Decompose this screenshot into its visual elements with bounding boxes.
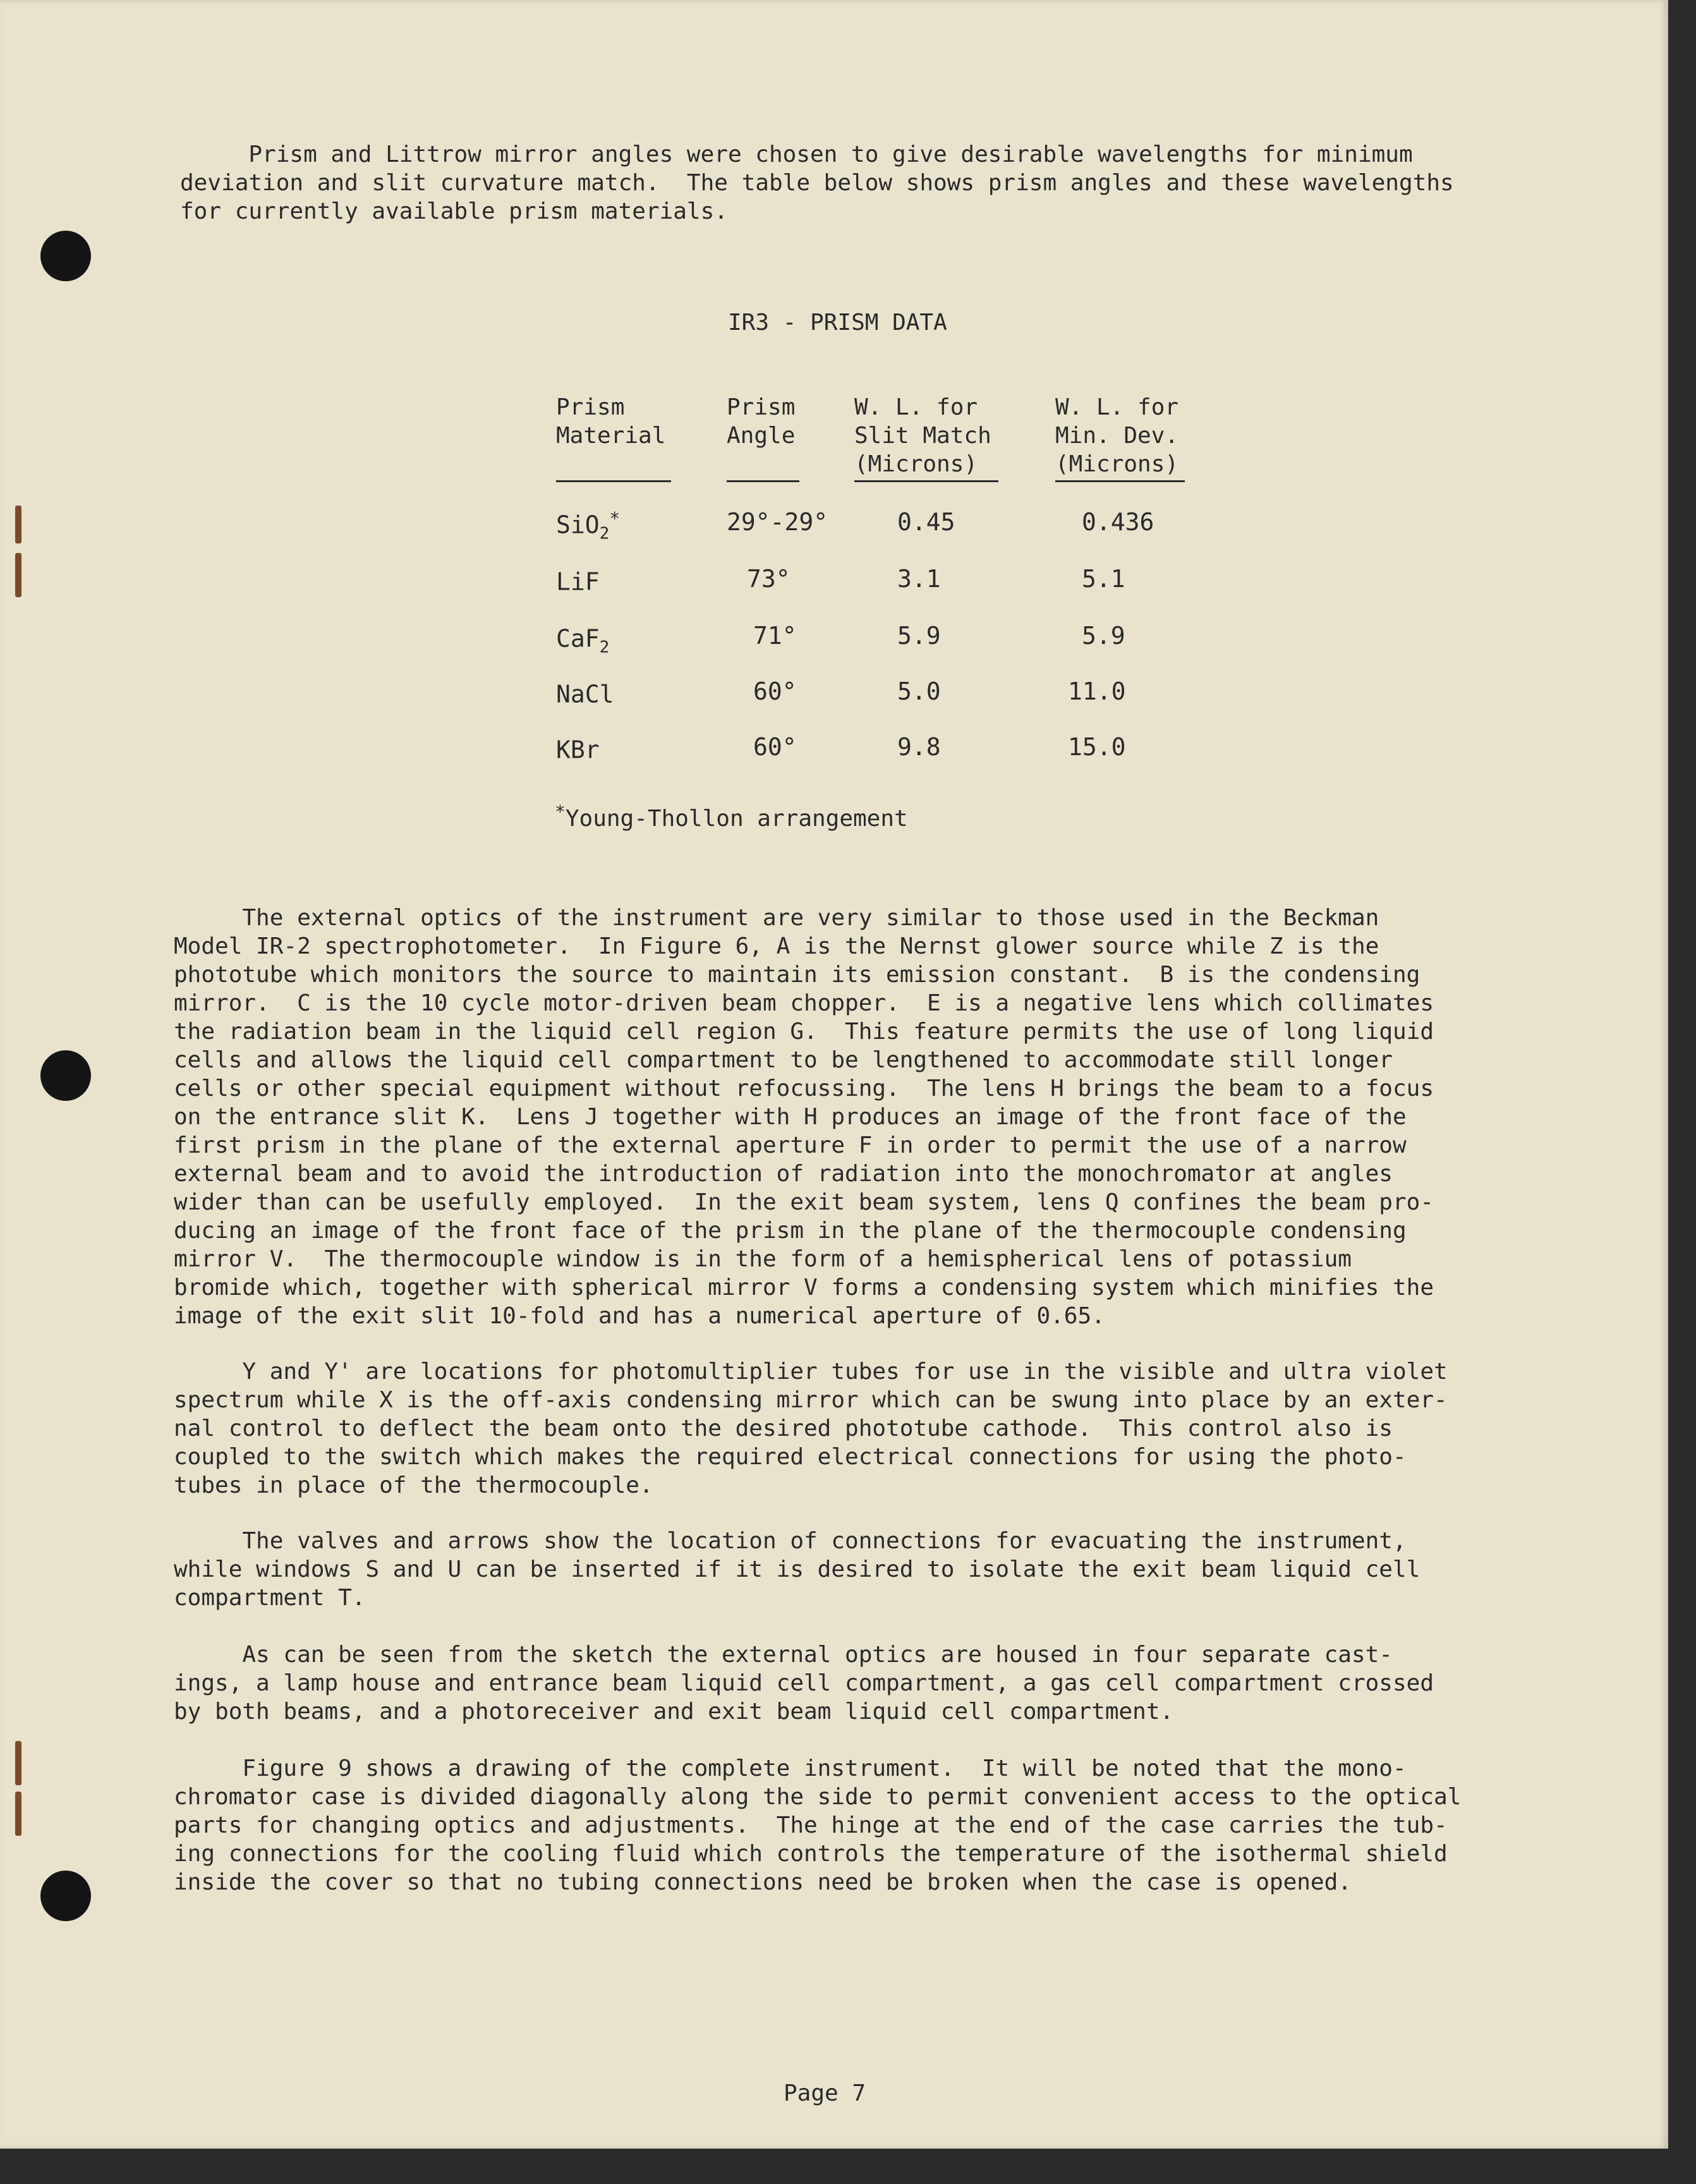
punch-hole-top xyxy=(40,231,91,281)
cell-min-dev: 15.0 xyxy=(1068,733,1126,761)
cell-material: KBr xyxy=(556,736,600,764)
cell-angle: 60° xyxy=(753,677,797,705)
punch-hole-middle xyxy=(40,1050,91,1101)
cell-material: SiO$_2$* xyxy=(556,508,621,543)
page-number: Page 7 xyxy=(784,2080,866,2106)
cell-min-dev: 5.1 xyxy=(1082,565,1125,593)
staple-mark xyxy=(15,506,21,543)
cell-angle: 71° xyxy=(753,622,797,650)
cell-slit-match: 5.0 xyxy=(897,677,941,705)
cell-slit-match: 3.1 xyxy=(897,565,941,593)
cell-min-dev: 0.436 xyxy=(1082,508,1154,536)
cell-slit-match: 9.8 xyxy=(897,733,941,761)
cell-angle: 60° xyxy=(753,733,797,761)
cell-slit-match: 5.9 xyxy=(897,622,941,650)
paragraph-figure-9: Figure 9 shows a drawing of the complete instrument. It will be noted that the mono- chromator case is divided diagonally along the side to permit convenient access to the optical parts for changing optics and adjustments. The hinge at the end of the case carries the tub- ing connections for the cooling fluid which controls the temperature of the isothermal shield inside the cover so that no tubing connections need be broken when the case is opened. xyxy=(174,1756,1462,1895)
cell-slit-match: 0.45 xyxy=(897,508,955,536)
cell-angle: 29°-29° xyxy=(727,508,828,536)
table-title: IR3 - PRISM DATA xyxy=(728,310,947,336)
staple-mark xyxy=(15,1741,21,1785)
cell-min-dev: 5.9 xyxy=(1082,622,1125,650)
paragraph-valves: The valves and arrows show the location of connections for evacuating the instrument, while windows S and U can be inserted if it is desired to isolate the exit beam liquid cell compartment T. xyxy=(174,1528,1420,1611)
header-underline xyxy=(1055,480,1185,482)
staple-mark xyxy=(15,1792,21,1836)
header-underline xyxy=(556,480,671,482)
header-min-dev: W. L. for Min. Dev. (Microns) xyxy=(1055,394,1179,477)
cell-angle: 73° xyxy=(747,565,790,593)
header-underline xyxy=(727,480,799,482)
cell-material: NaCl xyxy=(556,680,614,708)
header-prism-angle: Prism Angle xyxy=(727,394,796,449)
header-slit-match: W. L. for Slit Match (Microns) xyxy=(854,394,991,477)
paragraph-castings: As can be seen from the sketch the external optics are housed in four separate cast- ings, a lamp house and entrance beam liquid cell compartment, a gas cell compartment crossed by both beams, and a photoreceiver and exit beam liquid cell compartment. xyxy=(174,1642,1434,1725)
cell-material: CaF$_2$ xyxy=(556,624,610,657)
header-underline xyxy=(854,480,998,482)
punch-hole-bottom xyxy=(40,1871,91,1921)
paragraph-photomultiplier: Y and Y' are locations for photomultiplier tubes for use in the visible and ultra violet spectrum while X is the off-axis condensing mirror which can be swung into place by an exter- nal control to deflect the beam onto the desired phototube cathode. This control also is coupled to the switch which makes the required electrical connections for using the photo- tubes in place of the thermocouple. xyxy=(174,1359,1448,1498)
cell-material: LiF xyxy=(556,567,600,596)
intro-paragraph: Prism and Littrow mirror angles were chosen to give desirable wavelengths for minimum deviation and slit curvature match. The table below shows prism angles and these wavelengths for currently available prism materials. xyxy=(180,142,1454,224)
staple-mark xyxy=(15,553,21,597)
paragraph-external-optics: The external optics of the instrument are very similar to those used in the Beckman Model IR-2 spectrophotometer. In Figure 6, A is the Nernst glower source while Z is the phototube which monitors the source to maintain its emission constant. B is the condensing mirror. C is the 10 cycle motor-driven beam chopper. E is a negative lens which collimates the radiation beam in the liquid cell region G. This feature permits the use of long liquid cells and allows the liquid cell compartment to be lengthened to accommodate still longer cells or other special equipment without refocussing. The lens H brings the beam to a focus on the entrance slit K. Lens J together with H produces an image of the front face of the first prism in the plane of the external aperture F in order to permit the use of a narrow external beam and to avoid the introduction of radiation into the monochromator at angles wider than can be usefully employed. In the exit beam system, lens Q confines the beam pro- ducing an image of the front face of the prism in the plane of the thermocouple condensing mirror V. The thermocouple window is in the form of a hemispherical lens of potassium bromide which, together with spherical mirror V forms a condensing system which minifies the image of the exit slit 10-fold and has a numerical aperture of 0.65. xyxy=(174,905,1434,1329)
cell-min-dev: 11.0 xyxy=(1068,677,1126,705)
table-footnote: *Young-Thollon arrangement xyxy=(555,801,908,832)
header-prism-material: Prism Material xyxy=(556,394,666,449)
